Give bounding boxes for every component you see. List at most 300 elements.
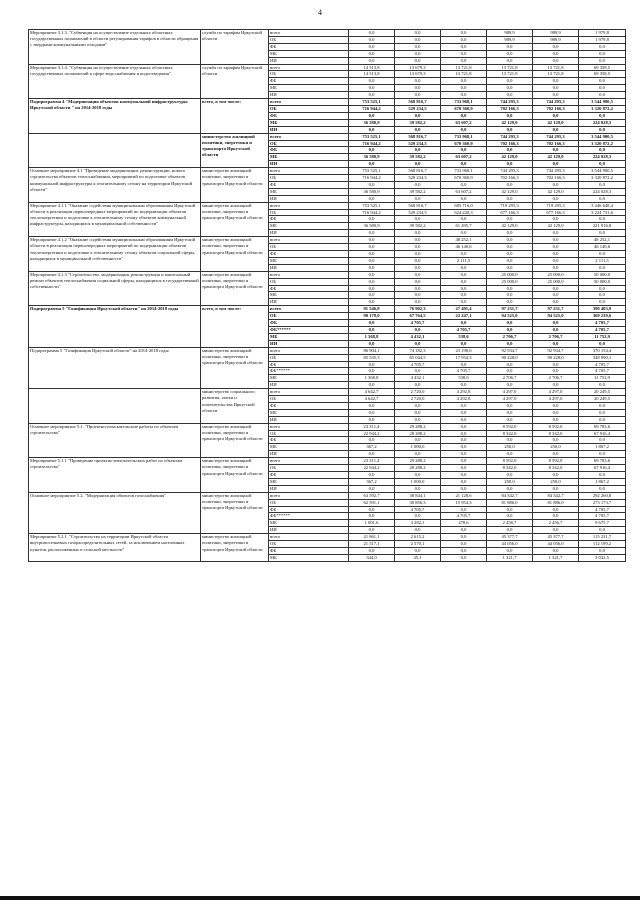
amount-cell: 0,0 xyxy=(395,216,441,223)
funding-source-cell: всего xyxy=(269,30,349,37)
amount-cell: 702 166,3 xyxy=(533,105,579,112)
funding-source-cell: ФБ xyxy=(269,251,349,258)
amount-cell: 45 377,7 xyxy=(533,534,579,541)
funding-source-cell: ФБ xyxy=(269,181,349,188)
amount-cell: 48 252,1 xyxy=(579,237,626,244)
amount-cell: 0,0 xyxy=(395,278,441,285)
amount-cell: 67 764,5 xyxy=(395,313,441,320)
amount-cell: 2 456,7 xyxy=(487,520,533,527)
amount-cell: 4 705,7 xyxy=(579,506,626,513)
amount-cell: 90 178,0 xyxy=(349,313,395,320)
amount-cell: 670 360,9 xyxy=(441,175,487,182)
amount-cell: 0,0 xyxy=(395,244,441,251)
amount-cell: 0,0 xyxy=(349,271,395,278)
amount-cell: 0,0 xyxy=(395,78,441,85)
amount-cell: 0,0 xyxy=(533,78,579,85)
amount-cell: 3 224 731,6 xyxy=(579,209,626,216)
amount-cell: 14 513,8 xyxy=(349,64,395,71)
funding-source-cell: ОБ xyxy=(269,71,349,78)
amount-cell: 0,0 xyxy=(441,78,487,85)
amount-cell: 0,0 xyxy=(579,85,626,92)
amount-cell: 63 607,2 xyxy=(441,119,487,126)
amount-cell: 250,0 xyxy=(533,444,579,451)
amount-cell: 716 944,2 xyxy=(349,140,395,147)
amount-cell: 0,0 xyxy=(579,340,626,347)
amount-cell: 11 752,9 xyxy=(579,375,626,382)
amount-cell: 0,0 xyxy=(533,230,579,237)
table-row xyxy=(29,534,626,541)
amount-cell: 221 916,8 xyxy=(579,223,626,230)
executor-cell: министерство жилищной политики, энергетики и транспорта Иркутской области xyxy=(201,492,269,533)
amount-cell: 13 679,3 xyxy=(395,64,441,71)
amount-cell: 30 856,3 xyxy=(395,499,441,506)
table-row xyxy=(29,306,626,313)
funding-source-cell: ИИ xyxy=(269,382,349,389)
amount-cell: 0,0 xyxy=(395,326,441,333)
amount-cell: 744 295,3 xyxy=(533,168,579,175)
executor-cell: всего, в том числе: xyxy=(201,99,269,134)
amount-cell: 0,0 xyxy=(395,285,441,292)
amount-cell: 67 916,4 xyxy=(579,465,626,472)
amount-cell: 42 129,0 xyxy=(487,188,533,195)
funding-source-cell: МБ xyxy=(269,257,349,264)
funding-source-cell: ИИ xyxy=(269,230,349,237)
funding-source-cell: ФБ xyxy=(269,320,349,327)
amount-cell: 250,0 xyxy=(487,478,533,485)
amount-cell: 4 705,7 xyxy=(441,513,487,520)
amount-cell: 0,0 xyxy=(349,57,395,64)
amount-cell: 63 592,7 xyxy=(349,492,395,499)
amount-cell: 3 282,1 xyxy=(395,520,441,527)
funding-source-cell: ИИ xyxy=(269,527,349,534)
amount-cell: 702 166,3 xyxy=(533,175,579,182)
amount-cell: 989,9 xyxy=(533,36,579,43)
amount-cell: 348 990,1 xyxy=(579,354,626,361)
amount-cell: 0,0 xyxy=(533,237,579,244)
amount-cell: 0,0 xyxy=(487,506,533,513)
amount-cell: 370 154,4 xyxy=(579,347,626,354)
amount-cell: 2 111,5 xyxy=(441,257,487,264)
amount-cell: 0,0 xyxy=(395,368,441,375)
amount-cell: 0,0 xyxy=(579,92,626,99)
amount-cell: 0,0 xyxy=(533,368,579,375)
amount-cell: 1 000,0 xyxy=(395,478,441,485)
amount-cell: 0,0 xyxy=(441,361,487,368)
amount-cell: 0,0 xyxy=(349,85,395,92)
amount-cell: 0,0 xyxy=(349,92,395,99)
amount-cell: 21 861,1 xyxy=(349,534,395,541)
amount-cell: 23 311,4 xyxy=(349,458,395,465)
amount-cell: 0,0 xyxy=(395,195,441,202)
amount-cell: 744 295,3 xyxy=(487,99,533,106)
amount-cell: 0,0 xyxy=(395,43,441,50)
amount-cell: 0,0 xyxy=(395,251,441,258)
amount-cell: 0,0 xyxy=(349,36,395,43)
amount-cell: 42 129,0 xyxy=(533,188,579,195)
amount-cell: 0,0 xyxy=(487,340,533,347)
amount-cell: 27 491,4 xyxy=(441,306,487,313)
amount-cell: 250,0 xyxy=(487,444,533,451)
amount-cell: 0,0 xyxy=(441,554,487,561)
funding-source-cell: всего xyxy=(269,534,349,541)
amount-cell: 42 129,0 xyxy=(487,223,533,230)
amount-cell: 4 705,7 xyxy=(395,361,441,368)
amount-cell: 2 706,7 xyxy=(487,333,533,340)
amount-cell: 0,0 xyxy=(441,506,487,513)
amount-cell: 4 705,7 xyxy=(579,368,626,375)
funding-source-cell: МБ xyxy=(269,154,349,161)
amount-cell: 0,0 xyxy=(487,361,533,368)
amount-cell: 0,0 xyxy=(441,402,487,409)
amount-cell: 21 517,1 xyxy=(349,541,395,548)
amount-cell: 702 166,3 xyxy=(533,140,579,147)
amount-cell: 0,0 xyxy=(395,299,441,306)
funding-source-cell: всего xyxy=(269,347,349,354)
amount-cell: 273 173,7 xyxy=(579,499,626,506)
amount-cell: 67 916,4 xyxy=(579,430,626,437)
amount-cell: 8 592,0 xyxy=(533,458,579,465)
amount-cell: 0,0 xyxy=(533,506,579,513)
funding-source-cell: ФБ xyxy=(269,112,349,119)
amount-cell: 97 231,7 xyxy=(533,306,579,313)
funding-source-cell: ИИ xyxy=(269,340,349,347)
amount-cell: 3 544 900,5 xyxy=(579,168,626,175)
amount-cell: 0,0 xyxy=(441,430,487,437)
amount-cell: 13 721,8 xyxy=(487,64,533,71)
amount-cell: 63 607,2 xyxy=(441,154,487,161)
amount-cell: 42 129,0 xyxy=(487,119,533,126)
amount-cell: 0,0 xyxy=(349,382,395,389)
funding-source-cell: ИИ xyxy=(269,161,349,168)
amount-cell: 744 295,3 xyxy=(487,133,533,140)
amount-cell: 0,0 xyxy=(349,230,395,237)
amount-cell: 0,0 xyxy=(441,458,487,465)
amount-cell: 94 525,0 xyxy=(533,313,579,320)
amount-cell: 1 368,8 xyxy=(349,375,395,382)
amount-cell: 13 721,8 xyxy=(441,64,487,71)
amount-cell: 0,0 xyxy=(395,451,441,458)
amount-cell: 74 182,3 xyxy=(395,347,441,354)
amount-cell: 0,0 xyxy=(441,147,487,154)
amount-cell: 69 358,5 xyxy=(579,64,626,71)
amount-cell: 0,0 xyxy=(349,361,395,368)
funding-source-cell: ФБ xyxy=(269,78,349,85)
amount-cell: 0,0 xyxy=(579,43,626,50)
funding-source-cell: ИИ xyxy=(269,195,349,202)
amount-cell: 0,0 xyxy=(579,230,626,237)
amount-cell: 4 705,7 xyxy=(395,320,441,327)
amount-cell: 0,0 xyxy=(487,320,533,327)
executor-cell: министерство жилищной политики, энергетики и транспорта Иркутской области xyxy=(201,271,269,306)
amount-cell: 0,0 xyxy=(349,50,395,57)
amount-cell: 0,0 xyxy=(579,547,626,554)
amount-cell: 0,0 xyxy=(441,92,487,99)
amount-cell: 4 297,0 xyxy=(533,389,579,396)
amount-cell: 0,0 xyxy=(579,285,626,292)
table-row xyxy=(29,99,626,106)
amount-cell: 0,0 xyxy=(533,244,579,251)
amount-cell: 0,0 xyxy=(533,264,579,271)
amount-cell: 0,0 xyxy=(395,292,441,299)
amount-cell: 14 513,8 xyxy=(349,71,395,78)
funding-source-cell: всего xyxy=(269,458,349,465)
amount-cell: 3 544 900,5 xyxy=(579,99,626,106)
amount-cell: 753 525,1 xyxy=(349,99,395,106)
amount-cell: 65 044,5 xyxy=(395,354,441,361)
amount-cell: 224 028,3 xyxy=(579,119,626,126)
funding-source-cell: ОБ xyxy=(269,541,349,548)
amount-cell: 0,0 xyxy=(441,57,487,64)
table-row xyxy=(29,202,626,209)
amount-cell: 0,0 xyxy=(441,85,487,92)
amount-cell: 685 716,0 xyxy=(441,202,487,209)
amount-cell: 0,0 xyxy=(579,112,626,119)
amount-cell: 716 944,2 xyxy=(349,105,395,112)
amount-cell: 2 456,7 xyxy=(533,520,579,527)
amount-cell: 224 028,3 xyxy=(579,154,626,161)
funding-source-cell: ФБ xyxy=(269,506,349,513)
page-number: 4 xyxy=(318,8,322,17)
budget-table-body xyxy=(29,30,626,562)
amount-cell: 0,0 xyxy=(441,472,487,479)
amount-cell: 4 642,7 xyxy=(349,396,395,403)
amount-cell: 0,0 xyxy=(533,126,579,133)
funding-source-cell: всего xyxy=(269,202,349,209)
measure-name-cell: Мероприятие 3.1.4. "Субвенция на осуществление отдельных областных государственных полномочий в сфере водоснабжения и водоотведения" xyxy=(29,64,201,99)
funding-source-cell: ОБ xyxy=(269,278,349,285)
amount-cell: 0,0 xyxy=(579,161,626,168)
funding-source-cell: ФБ xyxy=(269,437,349,444)
amount-cell: 0,0 xyxy=(395,382,441,389)
amount-cell: 0,0 xyxy=(441,278,487,285)
table-row xyxy=(29,168,626,175)
amount-cell: 0,0 xyxy=(395,340,441,347)
funding-source-cell: ОБ xyxy=(269,244,349,251)
amount-cell: 0,0 xyxy=(579,126,626,133)
amount-cell: 0,0 xyxy=(533,50,579,57)
amount-cell: 20 249,5 xyxy=(579,389,626,396)
measure-name-cell: Основное мероприятие 5.1. "Проектно-изыскательские работы по объектам строительства" xyxy=(29,423,201,458)
amount-cell: 0,0 xyxy=(579,264,626,271)
amount-cell: 0,0 xyxy=(349,340,395,347)
amount-cell: 719 295,3 xyxy=(533,202,579,209)
amount-cell: 478,6 xyxy=(441,520,487,527)
amount-cell: 25 000,0 xyxy=(487,271,533,278)
amount-cell: 0,0 xyxy=(395,264,441,271)
amount-cell: 0,0 xyxy=(579,78,626,85)
amount-cell: 0,0 xyxy=(395,513,441,520)
amount-cell: 719 295,3 xyxy=(487,202,533,209)
funding-source-cell: всего xyxy=(269,133,349,140)
amount-cell: 91 546,8 xyxy=(349,306,395,313)
amount-cell: 0,0 xyxy=(487,181,533,188)
amount-cell: 4 297,0 xyxy=(487,389,533,396)
amount-cell: 42 129,0 xyxy=(533,119,579,126)
amount-cell: 29 288,2 xyxy=(395,458,441,465)
executor-cell: министерство жилищной политики, энергетики и транспорта Иркутской области xyxy=(201,133,269,168)
amount-cell: 0,0 xyxy=(349,251,395,258)
executor-cell: министерство жилищной политики, энергетики и транспорта Иркутской области xyxy=(201,168,269,203)
amount-cell: 13 721,8 xyxy=(533,71,579,78)
amount-cell: 0,0 xyxy=(487,299,533,306)
funding-source-cell: МБ xyxy=(269,119,349,126)
amount-cell: 3 446 648,4 xyxy=(579,202,626,209)
amount-cell: 702 166,3 xyxy=(487,105,533,112)
amount-cell: 0,0 xyxy=(349,264,395,271)
table-row xyxy=(29,271,626,278)
amount-cell: 1 321,7 xyxy=(533,554,579,561)
amount-cell: 0,0 xyxy=(441,541,487,548)
funding-source-cell: всего xyxy=(269,306,349,313)
amount-cell: 0,0 xyxy=(533,527,579,534)
funding-source-cell: всего xyxy=(269,64,349,71)
amount-cell: 0,0 xyxy=(395,271,441,278)
amount-cell: 529 234,5 xyxy=(395,175,441,182)
amount-cell: 0,0 xyxy=(487,85,533,92)
funding-source-cell: МБ xyxy=(269,409,349,416)
amount-cell: 4 705,7 xyxy=(441,326,487,333)
amount-cell: 0,0 xyxy=(395,92,441,99)
measure-name-cell: Подпрограмма 5 "Газификация Иркутской области" на 2014-2018 годы xyxy=(29,347,201,388)
amount-cell: 0,0 xyxy=(441,416,487,423)
table-row xyxy=(29,64,626,71)
amount-cell: 0,0 xyxy=(441,382,487,389)
amount-cell: 0,0 xyxy=(395,126,441,133)
amount-cell: 0,0 xyxy=(349,513,395,520)
amount-cell: 0,0 xyxy=(579,181,626,188)
measure-name-cell: Мероприятие 4.1.2 "Оказание содействия муниципальным образованиям Иркутской области в реализации первоочередных мероприятий по модернизации объектов теплоэнергетики и подготовке к отопительному сезону объектов социальной сферы, находящихся в муниципальной собственности" xyxy=(29,237,201,272)
amount-cell: 0,0 xyxy=(395,409,441,416)
funding-source-cell: ИИ xyxy=(269,57,349,64)
amount-cell: 0,0 xyxy=(487,472,533,479)
funding-source-cell: ФБ****** xyxy=(269,326,349,333)
amount-cell: 86 904,1 xyxy=(349,347,395,354)
amount-cell: 13 721,8 xyxy=(441,71,487,78)
funding-source-cell: МБ xyxy=(269,333,349,340)
amount-cell: 0,0 xyxy=(349,147,395,154)
funding-source-cell: всего xyxy=(269,492,349,499)
funding-source-cell: ОБ xyxy=(269,499,349,506)
amount-cell: 733 968,1 xyxy=(441,133,487,140)
amount-cell: 0,0 xyxy=(441,43,487,50)
amount-cell: 0,0 xyxy=(533,513,579,520)
funding-source-cell: всего xyxy=(269,237,349,244)
amount-cell: 0,0 xyxy=(441,195,487,202)
amount-cell: 0,0 xyxy=(349,43,395,50)
amount-cell: 0,0 xyxy=(487,237,533,244)
funding-source-cell: ФБ xyxy=(269,147,349,154)
amount-cell: 4 705,7 xyxy=(579,361,626,368)
amount-cell: 0,0 xyxy=(533,85,579,92)
amount-cell: 529 234,5 xyxy=(395,105,441,112)
amount-cell: 0,0 xyxy=(349,402,395,409)
amount-cell: 0,0 xyxy=(487,195,533,202)
amount-cell: 62 591,1 xyxy=(349,499,395,506)
amount-cell: 0,0 xyxy=(579,382,626,389)
funding-source-cell: МБ xyxy=(269,520,349,527)
executor-cell: служба по тарифам Иркутской области xyxy=(201,64,269,99)
amount-cell: 4 705,7 xyxy=(441,368,487,375)
amount-cell: 0,0 xyxy=(349,299,395,306)
amount-cell: 0,0 xyxy=(579,472,626,479)
amount-cell: 0,0 xyxy=(533,181,579,188)
amount-cell: 0,0 xyxy=(487,326,533,333)
funding-source-cell: ФБ xyxy=(269,361,349,368)
amount-cell: 2 720,0 xyxy=(395,396,441,403)
amount-cell: 753 525,1 xyxy=(349,202,395,209)
amount-cell: 8 342,0 xyxy=(533,465,579,472)
amount-cell: 0,0 xyxy=(441,271,487,278)
measure-name-cell: Мероприятие 5.2.1. "Строительство на территории Иркутской области внутрипоселковых газораспределительных сетей, за исключением населенных пунктов, расположенных в сельской местности" xyxy=(29,534,201,562)
amount-cell: 4 432,1 xyxy=(395,375,441,382)
amount-cell: 92 934,7 xyxy=(487,347,533,354)
amount-cell: 0,0 xyxy=(349,368,395,375)
amount-cell: 76 902,3 xyxy=(395,306,441,313)
amount-cell: 250,0 xyxy=(533,478,579,485)
amount-cell: 0,0 xyxy=(349,472,395,479)
funding-source-cell: МБ xyxy=(269,50,349,57)
amount-cell: 36 580,9 xyxy=(349,154,395,161)
amount-cell: 8 342,0 xyxy=(487,465,533,472)
amount-cell: 744 295,3 xyxy=(533,133,579,140)
amount-cell: 0,0 xyxy=(441,534,487,541)
amount-cell: 0,0 xyxy=(441,181,487,188)
amount-cell: 42 129,0 xyxy=(533,223,579,230)
amount-cell: 989,9 xyxy=(487,30,533,37)
amount-cell: 22 944,2 xyxy=(349,465,395,472)
amount-cell: 39 582,2 xyxy=(395,223,441,230)
amount-cell: 3 032,5 xyxy=(579,554,626,561)
amount-cell: 0,0 xyxy=(487,292,533,299)
amount-cell: 0,0 xyxy=(533,451,579,458)
amount-cell: 0,0 xyxy=(487,230,533,237)
amount-cell: 0,0 xyxy=(533,409,579,416)
funding-source-cell: ОБ xyxy=(269,465,349,472)
amount-cell: 0,0 xyxy=(487,527,533,534)
amount-cell: 42 129,0 xyxy=(487,154,533,161)
amount-cell: 0,0 xyxy=(349,416,395,423)
amount-cell: 17 954,3 xyxy=(441,354,487,361)
amount-cell: 0,0 xyxy=(487,264,533,271)
budget-table-sheet xyxy=(28,29,625,562)
amount-cell: 0,0 xyxy=(487,409,533,416)
amount-cell: 0,0 xyxy=(395,257,441,264)
amount-cell: 390 403,9 xyxy=(579,306,626,313)
amount-cell: 0,0 xyxy=(441,112,487,119)
measure-name-cell: Мероприятие 5.1.1 "Проведение проектно-изыскательских работ по объектам строительства" xyxy=(29,458,201,493)
funding-source-cell: всего xyxy=(269,389,349,396)
funding-source-cell: ОБ xyxy=(269,430,349,437)
funding-source-cell: ОБ xyxy=(269,396,349,403)
amount-cell: 1 001,6 xyxy=(349,520,395,527)
amount-cell: 0,0 xyxy=(395,30,441,37)
amount-cell: 0,0 xyxy=(349,292,395,299)
table-row xyxy=(29,423,626,430)
amount-cell: 63 607,2 xyxy=(441,188,487,195)
amount-cell: 0,0 xyxy=(579,251,626,258)
amount-cell: 4 297,0 xyxy=(487,396,533,403)
amount-cell: 50 000,0 xyxy=(579,271,626,278)
amount-cell: 115 231,7 xyxy=(579,534,626,541)
amount-cell: 0,0 xyxy=(579,409,626,416)
amount-cell: 0,0 xyxy=(533,195,579,202)
executor-cell: министерство жилищной политики, энергетики и транспорта Иркутской области xyxy=(201,347,269,388)
amount-cell: 36 580,9 xyxy=(349,119,395,126)
amount-cell: 1 867,2 xyxy=(579,444,626,451)
amount-cell: 224 028,3 xyxy=(579,188,626,195)
funding-source-cell: ОБ xyxy=(269,36,349,43)
amount-cell: 0,0 xyxy=(579,50,626,57)
